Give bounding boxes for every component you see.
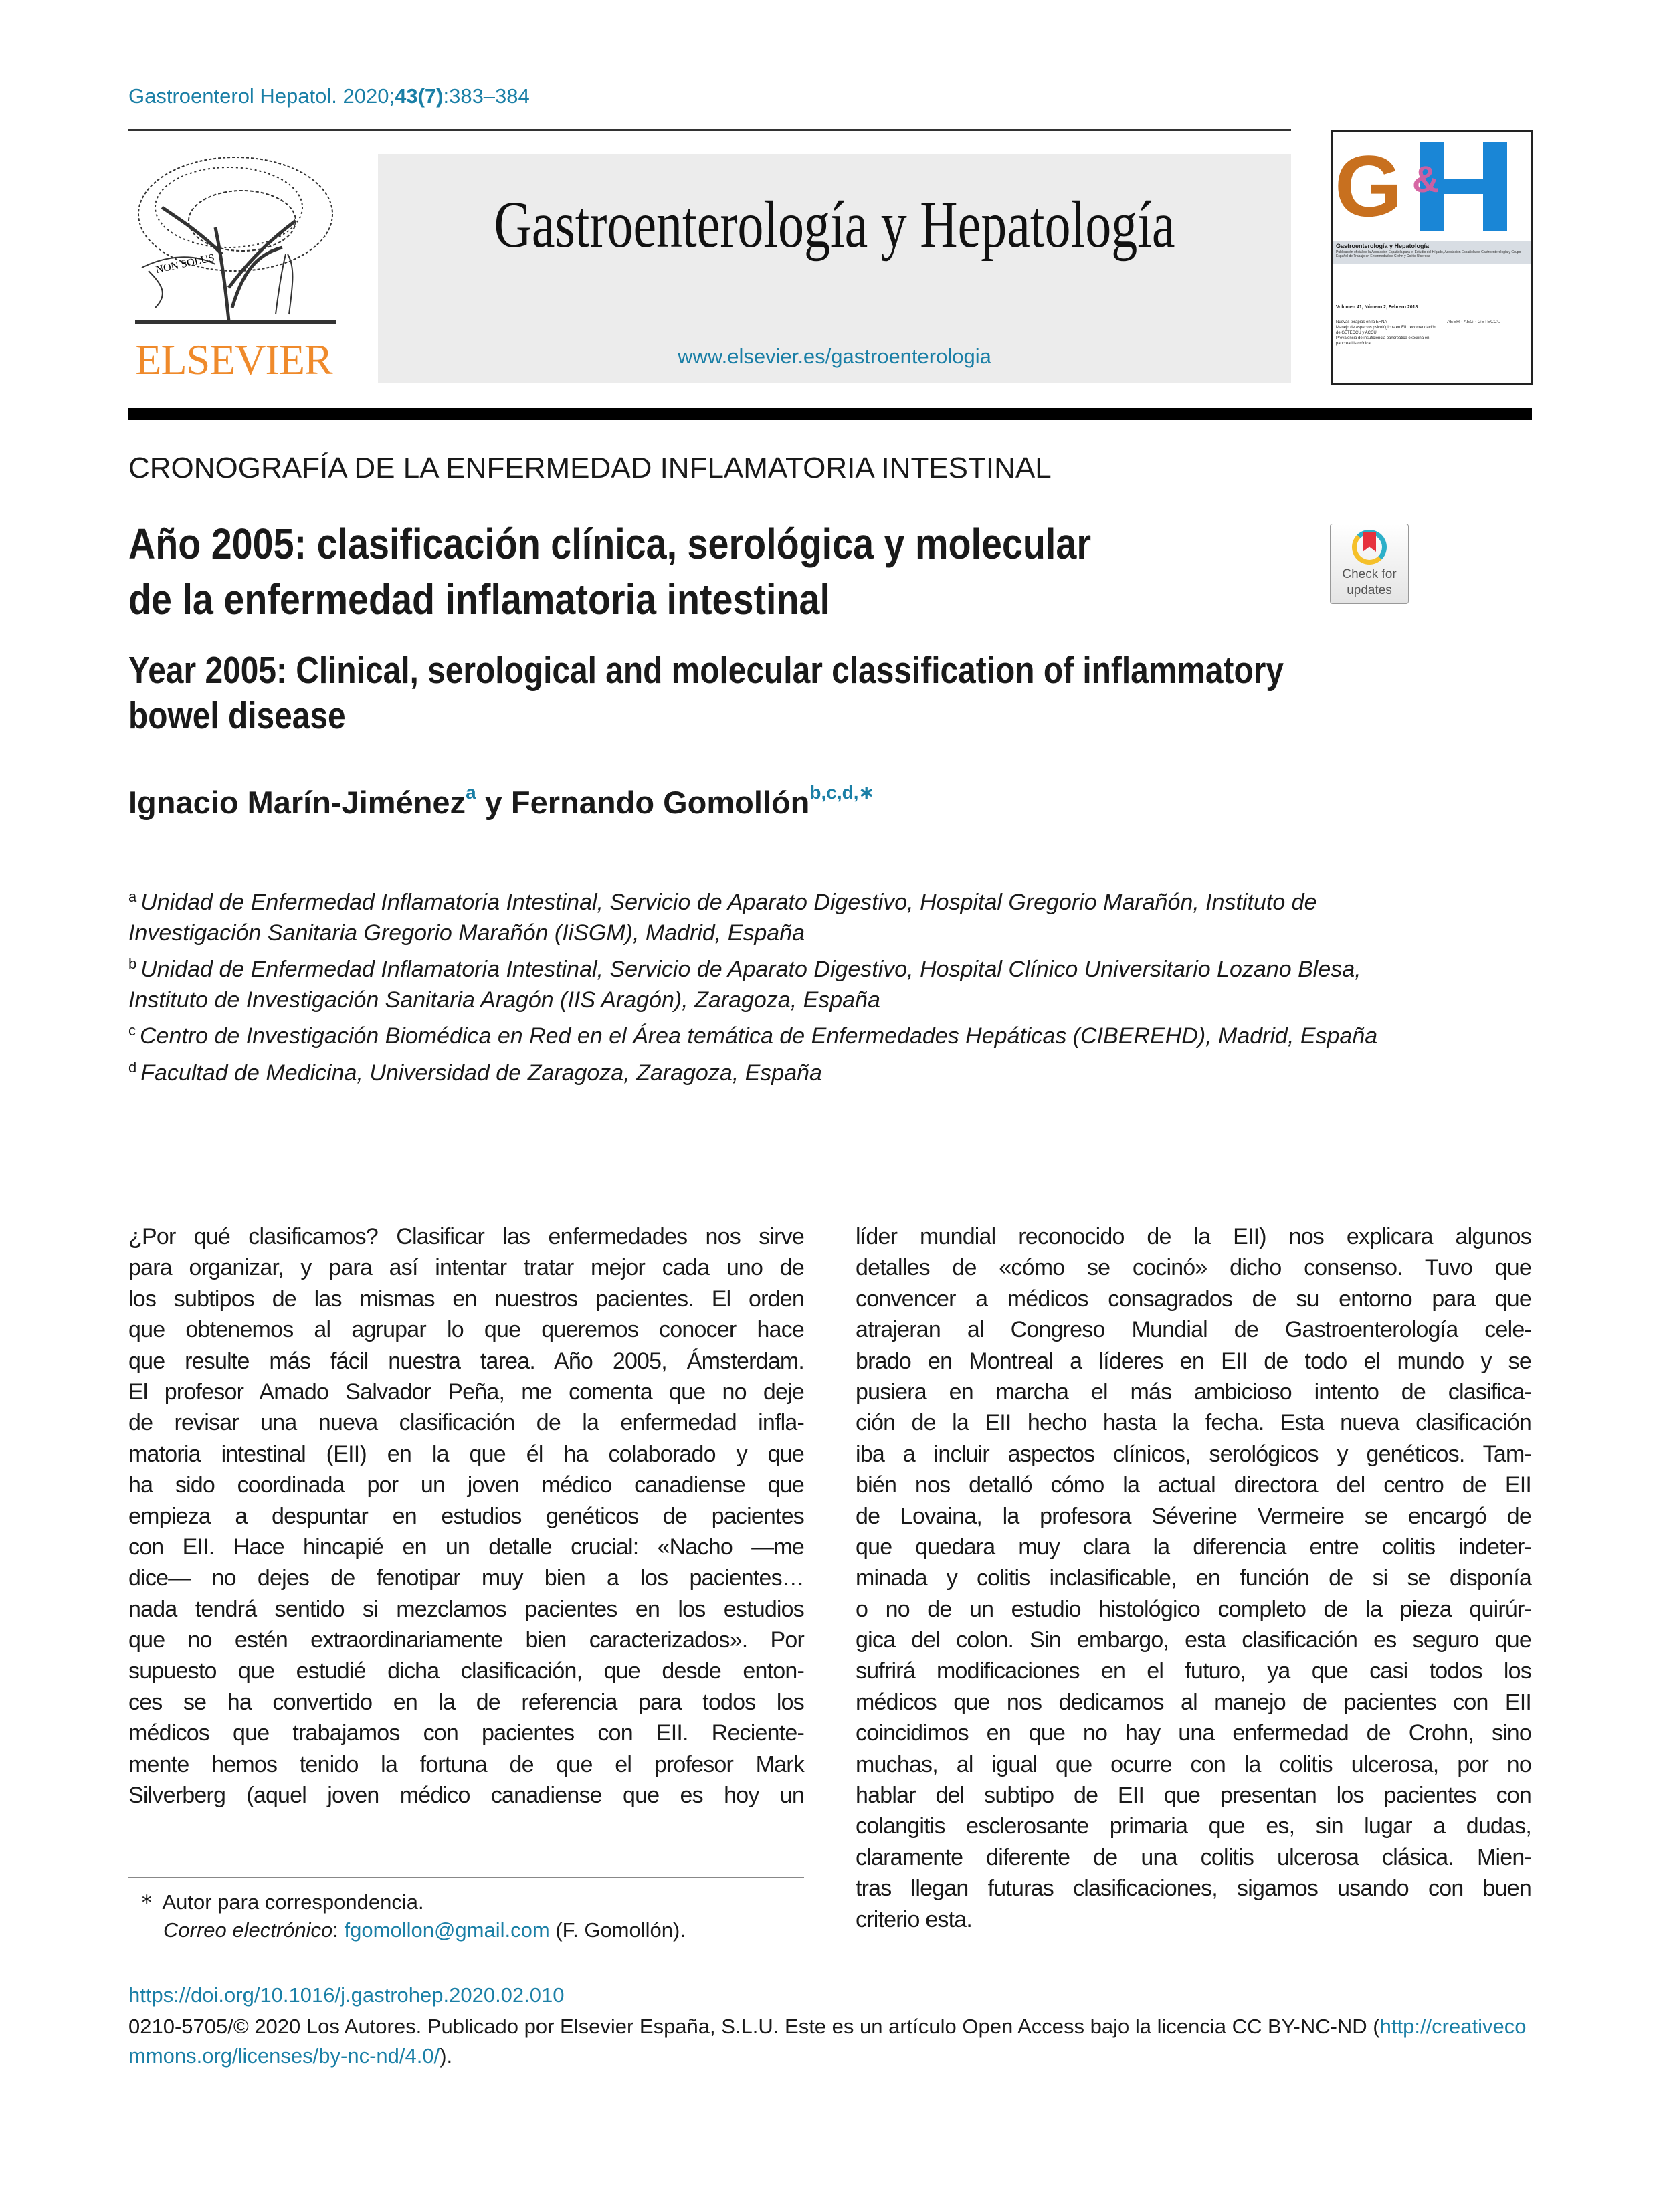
- cover-item: Manejo de aspectos psicológicos en EII: recomendación de GETECCU y ACCU: [1336, 326, 1436, 335]
- body-text-line: detalles de «cómo se cocinó» dicho consenso. Tuvo que: [856, 1255, 1531, 1281]
- title-line: Año 2005: clasificación clínica, serológica y molecular: [128, 520, 1092, 568]
- body-text-line: que resulte más fácil nuestra tarea. Año 2005, Ámsterdam.: [128, 1348, 804, 1374]
- article-title-spanish: [128, 516, 1091, 627]
- cover-item: Nuevas terapias en la EHNA: [1336, 320, 1387, 324]
- affiliation-text: Centro de Investigación Biomédica en Red en el Área temática de Enfermedades Hepáticas (CIBEREHD), Madrid, España: [140, 1023, 1378, 1049]
- body-text-line: hablar del subtipo de EII que presentan los pacientes con: [856, 1783, 1531, 1809]
- citation-journal: Gastroenterol Hepatol. 2020;: [128, 84, 395, 108]
- header-divider-bar: [128, 408, 1532, 420]
- affiliation-link[interactable]: a: [466, 782, 476, 803]
- affiliation-link[interactable]: b,c,d,∗: [809, 782, 874, 803]
- author-name: Ignacio Marín-Jiménez: [128, 785, 466, 820]
- body-text-line: brado en Montreal a líderes en EII de todo el mundo y se: [856, 1348, 1531, 1374]
- email-label: Correo electrónico: [163, 1918, 333, 1942]
- body-text-line: ces se ha convertido en la de referencia para todos los: [128, 1689, 804, 1715]
- journal-banner: [378, 154, 1291, 383]
- publisher-name: ELSEVIER: [135, 336, 332, 383]
- affiliation-marker: a: [128, 888, 137, 905]
- body-text-line: atrajeran al Congreso Mundial de Gastroenterología cele-: [856, 1317, 1531, 1343]
- affiliation-marker: c: [128, 1022, 136, 1039]
- tree-icon: [128, 154, 339, 328]
- affiliation: [128, 1015, 1533, 1052]
- body-text-line: claramente diferente de una colitis ulcerosa clásica. Mien-: [856, 1844, 1531, 1870]
- cover-title-band: [1333, 241, 1531, 264]
- body-text-line: criterio esta.: [856, 1906, 972, 1932]
- article-title-english: [128, 647, 1284, 738]
- body-text-line: ¿Por qué clasificamos? Clasificar las enfermedades nos sirve: [128, 1224, 804, 1249]
- body-text-line: convencer a médicos consagrados de su entorno para que: [856, 1286, 1531, 1312]
- bookmark-icon: [1352, 530, 1387, 565]
- body-text-line: gica del colon. Sin embargo, esta clasificación es seguro que: [856, 1627, 1531, 1653]
- body-text-line: los subtipos de las mismas en nuestros pacientes. El orden: [128, 1286, 804, 1312]
- check-for-updates-button[interactable]: [1330, 524, 1409, 604]
- body-column-left: [128, 1221, 804, 1811]
- journal-url-link[interactable]: www.elsevier.es/gastroenterologia: [678, 344, 991, 368]
- body-text-line: de revisar una nueva clasificación de la enfermedad infla-: [128, 1410, 804, 1436]
- body-text-line: bién nos detalló cómo la actual directora del centro de EII: [856, 1472, 1531, 1498]
- badge-label: updates: [1347, 583, 1392, 597]
- journal-cover: [1331, 130, 1533, 385]
- email-link[interactable]: fgomollon@gmail.com: [344, 1918, 550, 1942]
- journal-citation: [128, 84, 530, 108]
- body-text-line: ción de la EII hecho hasta la fecha. Esta nueva clasificación: [856, 1410, 1531, 1436]
- body-text-line: colangitis esclerosante primaria que es, sin lugar a dudas,: [856, 1813, 1531, 1839]
- body-text-line: que no estén extraordinariamente bien caracterizados». Por: [128, 1627, 804, 1653]
- citation-volume: 43(7): [395, 84, 444, 108]
- body-text-line: líder mundial reconocido de la EII) nos explicara algunos: [856, 1224, 1531, 1249]
- section-label: CRONOGRAFÍA DE LA ENFERMEDAD INFLAMATORIA INTESTINAL: [128, 451, 1052, 484]
- affiliation: [128, 1052, 1533, 1089]
- copyright-notice: [128, 2012, 1533, 2071]
- body-text-line: El profesor Amado Salvador Peña, me comenta que no deje: [128, 1379, 804, 1405]
- author-list: [128, 781, 874, 821]
- footnote-marker: ∗: [140, 1890, 153, 1907]
- title-line: Year 2005: Clinical, serological and molecular classification of inflammatory: [128, 649, 1284, 692]
- badge-label: Check for: [1342, 567, 1397, 581]
- cover-contents: [1336, 320, 1436, 346]
- elsevier-logo: [128, 154, 339, 385]
- affiliation-text: Instituto de Investigación Sanitaria Aragón (IIS Aragón), Zaragoza, España: [128, 987, 880, 1013]
- license-link[interactable]: http://creativecommons.org/licenses/by-nc-nd/4.0/: [128, 2015, 1527, 2068]
- cover-title: Gastroenterología y Hepatología: [1336, 243, 1430, 249]
- title-line: de la enfermedad inflamatoria intestinal: [128, 575, 830, 623]
- cover-subtitle: Publicación oficial de la Asociación Española para el Estudio del Hígado, Asociación Española de Gastroenterología y Grupo Español de Trabajo en Enfermedad de Crohn y Colitis Ulcerosa: [1336, 250, 1521, 258]
- journal-title: Gastroenterología y Hepatología: [494, 187, 1175, 262]
- body-text-line: pusiera en marcha el más ambicioso intento de clasifica-: [856, 1379, 1531, 1405]
- author-conjunction: y: [476, 785, 511, 820]
- body-text-line: dice— no dejes de fenotipar muy bien a los pacientes…: [128, 1565, 804, 1591]
- body-text-line: mente hemos tenido la fortuna de que el profesor Mark: [128, 1751, 804, 1777]
- doi-link[interactable]: https://doi.org/10.1016/j.gastrohep.2020.02.010: [128, 1983, 565, 2007]
- footnote-text: Autor para correspondencia.: [162, 1890, 424, 1914]
- body-column-right: [856, 1221, 1531, 1935]
- body-text-line: iba a incluir aspectos clínicos, serológicos y genéticos. Tam-: [856, 1441, 1531, 1467]
- body-text-line: médicos que trabajamos con pacientes con EII. Reciente-: [128, 1720, 804, 1746]
- author-name: Fernando Gomollón: [510, 785, 810, 820]
- cover-item: Prevalencia de insuficiencia pancreática exocrina en pancreatitis crónica: [1336, 336, 1430, 346]
- footnote-rule: [128, 1877, 804, 1878]
- body-text-line: coincidimos en que no hay una enfermedad de Crohn, sino: [856, 1720, 1531, 1746]
- body-text-line: Silverberg (aquel joven médico canadiense que es hoy un: [128, 1783, 804, 1809]
- copyright-end: ).: [440, 2044, 453, 2068]
- cover-society-logos: AEEH · AEG · GETECCU: [1447, 320, 1501, 324]
- email-separator: :: [332, 1918, 345, 1942]
- title-line: bowel disease: [128, 694, 346, 737]
- affiliation-text: Unidad de Enfermedad Inflamatoria Intestinal, Servicio de Aparato Digestivo, Hospital Clínico Universitario Lozano Blesa,: [140, 957, 1361, 982]
- affiliations: [128, 882, 1533, 1088]
- body-text-line: ha sido coordinada por un joven médico canadiense que: [128, 1472, 804, 1498]
- affiliation-text: Unidad de Enfermedad Inflamatoria Intestinal, Servicio de Aparato Digestivo, Hospital Gregorio Marañón, Instituto de: [140, 890, 1317, 915]
- cover-volume: Volumen 41, Número 2, Febrero 2018: [1336, 305, 1418, 310]
- body-text-line: sufrirá modificaciones en el futuro, ya que casi todos los: [856, 1658, 1531, 1684]
- body-text-line: médicos que nos dedicamos al manejo de pacientes con EII: [856, 1689, 1531, 1715]
- body-text-line: supuesto que estudié dicha clasificación, que desde enton-: [128, 1658, 804, 1684]
- cover-letter-g: G: [1335, 137, 1403, 235]
- logo-motto: NON SOLUS: [155, 252, 216, 276]
- body-text-line: o no de un estudio histológico completo de la pieza quirúr-: [856, 1596, 1531, 1622]
- header-rule: [128, 129, 1291, 131]
- affiliation: [128, 882, 1533, 948]
- body-text-line: empieza a despuntar en estudios genéticos de pacientes: [128, 1503, 804, 1529]
- affiliation-text: Facultad de Medicina, Universidad de Zaragoza, Zaragoza, España: [140, 1060, 822, 1086]
- affiliation: [128, 948, 1533, 1015]
- affiliation-marker: d: [128, 1058, 137, 1076]
- body-text-line: para organizar, y para así intentar tratar mejor cada uno de: [128, 1255, 804, 1281]
- citation-pages: :383–384: [443, 84, 530, 108]
- body-text-line: muchas, al igual que ocurre con la colitis ulcerosa, por no: [856, 1751, 1531, 1777]
- body-text-line: matoria intestinal (EII) en la que él ha colaborado y que: [128, 1441, 804, 1467]
- body-text-line: que quedara muy clara la diferencia entre colitis indeter-: [856, 1534, 1531, 1560]
- body-text-line: que obtenemos al agrupar lo que queremos conocer hace: [128, 1317, 804, 1343]
- footnote: [140, 1885, 686, 1944]
- body-text-line: nada tendrá sentido si mezclamos pacientes en los estudios: [128, 1596, 804, 1622]
- body-text-line: tras llegan futuras clasificaciones, sigamos usando con buen: [856, 1876, 1531, 1902]
- affiliation-marker: b: [128, 955, 137, 972]
- email-suffix: (F. Gomollón).: [549, 1918, 686, 1942]
- affiliation-text: Investigación Sanitaria Gregorio Marañón (IiSGM), Madrid, España: [128, 920, 805, 946]
- cover-ampersand: &: [1412, 158, 1440, 200]
- copyright-text: 0210-5705/© 2020 Los Autores. Publicado por Elsevier España, S.L.U. Este es un artículo Open Access bajo la licencia CC BY-NC-ND (: [128, 2015, 1380, 2038]
- body-text-line: con EII. Hace hincapié en un detalle crucial: «Nacho —me: [128, 1534, 804, 1560]
- body-text-line: minada y colitis inclasificable, en función de si se disponía: [856, 1565, 1531, 1591]
- body-text-line: de Lovaina, la profesora Séverine Vermeire se encargó de: [856, 1503, 1531, 1529]
